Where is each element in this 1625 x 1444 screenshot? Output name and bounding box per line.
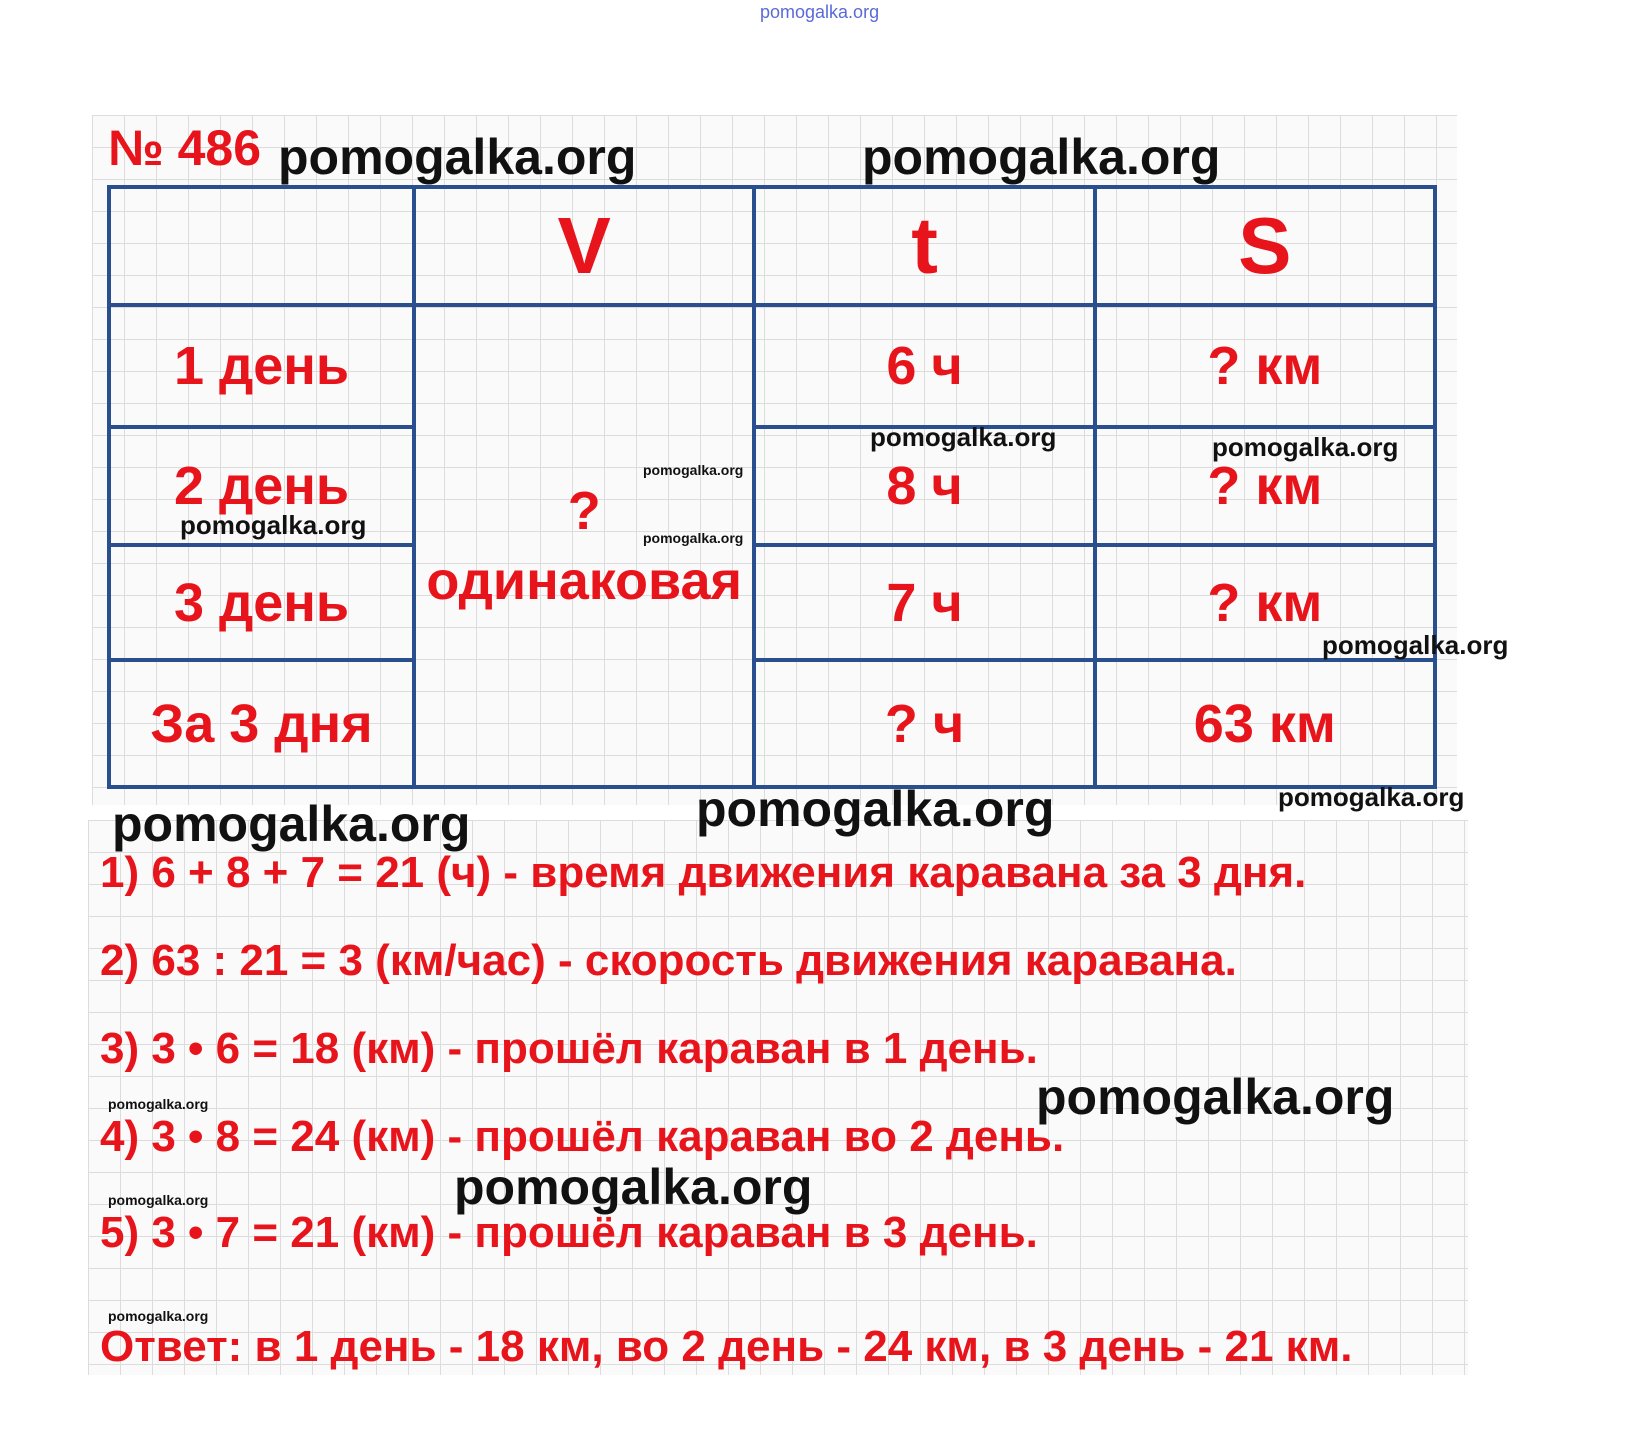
task-number: № 486 [108, 120, 262, 176]
watermark: pomogalka.org [1036, 1069, 1395, 1125]
distance-cell: 63 км [1095, 660, 1435, 787]
time-cell: 8 ч [754, 427, 1094, 545]
header-empty [109, 187, 414, 305]
top-watermark: pomogalka.org [760, 2, 880, 22]
time-cell: 6 ч [754, 305, 1094, 427]
answer-line: Ответ: в 1 день - 18 км, во 2 день - 24 км, в 3 день - 21 км. [100, 1322, 1353, 1371]
watermark: pomogalka.org [180, 510, 367, 540]
watermark: pomogalka.org [643, 530, 744, 546]
watermark: pomogalka.org [1278, 782, 1465, 812]
speed-cell [414, 305, 754, 787]
watermark: pomogalka.org [870, 422, 1057, 452]
watermark: pomogalka.org [108, 1308, 209, 1324]
solution-step-3: 3) 3 • 6 = 18 (км) - прошёл караван в 1 день. [100, 1024, 1038, 1073]
solution-step-2: 2) 63 : 21 = 3 (км/час) - скорость движения каравана. [100, 936, 1237, 985]
distance-cell: ? км [1095, 427, 1435, 545]
distance-cell: ? км [1095, 305, 1435, 427]
table-header-row [109, 187, 1435, 305]
watermark: pomogalka.org [278, 129, 637, 185]
table-row [109, 660, 1435, 787]
row-label: 1 день [109, 305, 414, 427]
table-row [109, 305, 1435, 427]
watermark: pomogalka.org [1322, 630, 1509, 660]
watermark: pomogalka.org [1212, 432, 1399, 462]
header-time: t [754, 187, 1094, 305]
row-label: 2 день [109, 427, 414, 545]
time-cell: ? ч [754, 660, 1094, 787]
row-label: 3 день [109, 545, 414, 660]
time-cell: 7 ч [754, 545, 1094, 660]
solution-step-4: 4) 3 • 8 = 24 (км) - прошёл караван во 2 день. [100, 1112, 1065, 1161]
speed-text: одинаковая [426, 551, 743, 611]
header-speed: V [414, 187, 754, 305]
distance-cell: ? км [1095, 545, 1435, 660]
watermark: pomogalka.org [862, 129, 1221, 185]
solution-step-1: 1) 6 + 8 + 7 = 21 (ч) - время движения каравана за 3 дня. [100, 848, 1307, 897]
watermark: pomogalka.org [454, 1159, 813, 1215]
table-row [109, 545, 1435, 660]
speed-question: ? [567, 481, 601, 541]
watermark: pomogalka.org [696, 781, 1055, 837]
task-table [107, 185, 1437, 789]
header-distance: S [1095, 187, 1435, 305]
watermark: pomogalka.org [112, 796, 471, 852]
solution-step-5: 5) 3 • 7 = 21 (км) - прошёл караван в 3 день. [100, 1208, 1038, 1257]
watermark: pomogalka.org [108, 1096, 209, 1112]
watermark: pomogalka.org [108, 1192, 209, 1208]
row-label: За 3 дня [109, 660, 414, 787]
watermark: pomogalka.org [643, 462, 744, 478]
